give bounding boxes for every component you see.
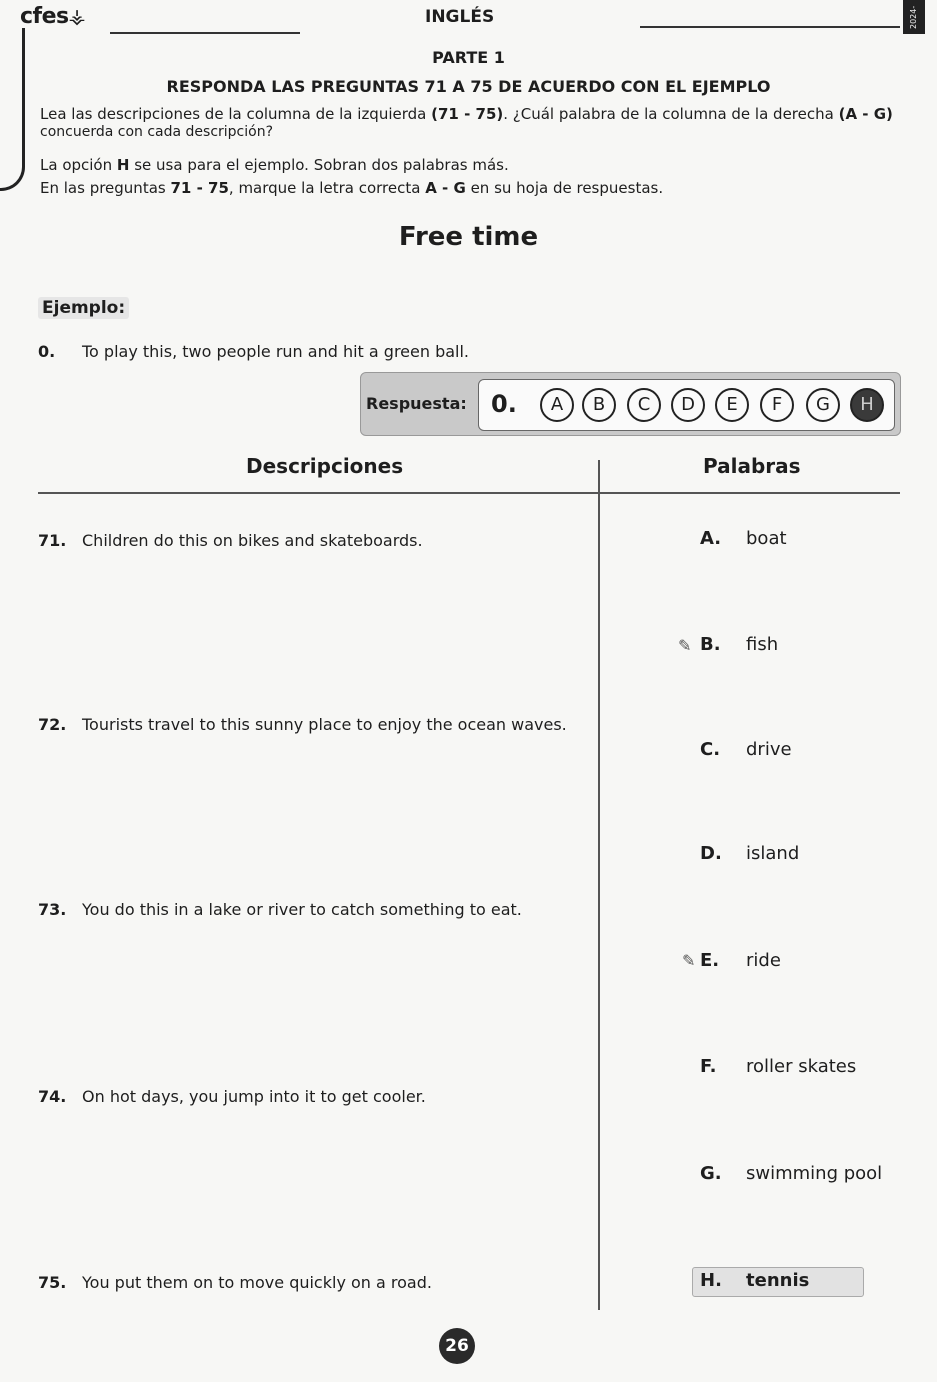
instr-text: se usa para el ejemplo. Sobran dos palabras más. (129, 156, 509, 174)
question-number: 74. (38, 1087, 67, 1106)
instr-range: 71 - 75 (170, 179, 229, 197)
instructions-line-1 (40, 106, 893, 123)
word-text: drive (746, 739, 792, 760)
instr-option: H (116, 156, 130, 174)
answer-bubble-f[interactable]: F (760, 388, 794, 422)
question-73 (38, 900, 522, 919)
word-f (700, 1056, 856, 1077)
word-text: island (746, 843, 800, 864)
question-72 (38, 715, 567, 734)
instr-range: (71 - 75) (431, 105, 504, 123)
question-text: You do this in a lake or river to catch something to eat. (82, 900, 522, 919)
answer-bubble-b[interactable]: B (582, 388, 616, 422)
question-number: 72. (38, 715, 67, 734)
word-e (700, 950, 781, 971)
instructions-line-3 (40, 157, 509, 174)
word-text: roller skates (746, 1056, 857, 1077)
question-text: You put them on to move quickly on a road. (82, 1273, 432, 1292)
question-71 (38, 531, 423, 550)
word-text: boat (746, 528, 787, 549)
word-letter: B. (700, 634, 721, 655)
instr-text: . ¿Cuál palabra de la columna de la derecha (503, 105, 839, 123)
word-text: fish (746, 634, 779, 655)
word-c (700, 739, 792, 760)
section-title: Free time (398, 222, 539, 252)
header-divider (38, 492, 900, 494)
answer-label: Respuesta: (366, 394, 467, 413)
logo-text: cfes (20, 4, 69, 29)
header-decoration-left (110, 32, 300, 34)
question-text: On hot days, you jump into it to get cooler. (82, 1087, 426, 1106)
word-text: swimming pool (746, 1163, 883, 1184)
words-header: Palabras (703, 454, 801, 478)
example-question (38, 342, 469, 361)
word-letter: G. (700, 1163, 722, 1184)
question-number: 71. (38, 531, 67, 550)
answer-bubble-h-selected[interactable]: H (850, 388, 884, 422)
example-label: Ejemplo: (38, 297, 129, 319)
word-letter: A. (700, 528, 722, 549)
question-number: 73. (38, 900, 67, 919)
question-number: 75. (38, 1273, 67, 1292)
instructions-title: RESPONDA LAS PREGUNTAS 71 A 75 DE ACUERDO CON EL EJEMPLO (166, 77, 771, 96)
instr-text: La opción (40, 156, 117, 174)
instr-text: , marque la letra correcta (228, 179, 426, 197)
logo-mark-icon: ⚶ (68, 4, 86, 28)
instr-text: Lea las descripciones de la columna de la izquierda (40, 105, 432, 123)
header-decoration-right (640, 26, 900, 28)
answer-bubble-a[interactable]: A (540, 388, 574, 422)
word-b (700, 634, 778, 655)
instr-range: (A - G) (838, 105, 893, 123)
subject-title: INGLÉS (425, 7, 495, 27)
example-number: 0. (38, 342, 56, 361)
answer-bubble-d[interactable]: D (671, 388, 705, 422)
answer-number: 0. (491, 390, 517, 418)
pencil-mark-icon: ✎ (682, 951, 696, 970)
instr-range: A - G (425, 179, 466, 197)
answer-bubble-e[interactable]: E (715, 388, 749, 422)
word-g (700, 1163, 882, 1184)
word-letter: E. (700, 950, 720, 971)
word-d (700, 843, 799, 864)
part-label: PARTE 1 (432, 48, 505, 67)
year-tab: 2024- (903, 0, 925, 34)
answer-bubble-c[interactable]: C (627, 388, 661, 422)
instructions-line-2: concuerda con cada descripción? (40, 124, 274, 140)
word-letter: H. (700, 1270, 722, 1291)
word-h-example (700, 1270, 809, 1291)
word-a (700, 528, 787, 549)
descriptions-header: Descripciones (246, 454, 404, 478)
question-text: Children do this on bikes and skateboards. (82, 531, 423, 550)
page-number: 26 (439, 1328, 475, 1364)
instructions-line-4 (40, 180, 663, 197)
word-text: tennis (746, 1270, 810, 1291)
word-letter: D. (700, 843, 722, 864)
word-letter: C. (700, 739, 721, 760)
logo (20, 4, 85, 29)
word-text: ride (746, 950, 781, 971)
instr-text: En las preguntas (40, 179, 171, 197)
word-letter: F. (700, 1056, 717, 1077)
column-divider (598, 460, 600, 1310)
answer-bubble-g[interactable]: G (806, 388, 840, 422)
instr-text: en su hoja de respuestas. (465, 179, 664, 197)
pencil-mark-icon: ✎ (678, 636, 692, 655)
question-75 (38, 1273, 432, 1292)
example-text: To play this, two people run and hit a green ball. (82, 342, 470, 361)
question-text: Tourists travel to this sunny place to enjoy the ocean waves. (82, 715, 567, 734)
question-74 (38, 1087, 426, 1106)
